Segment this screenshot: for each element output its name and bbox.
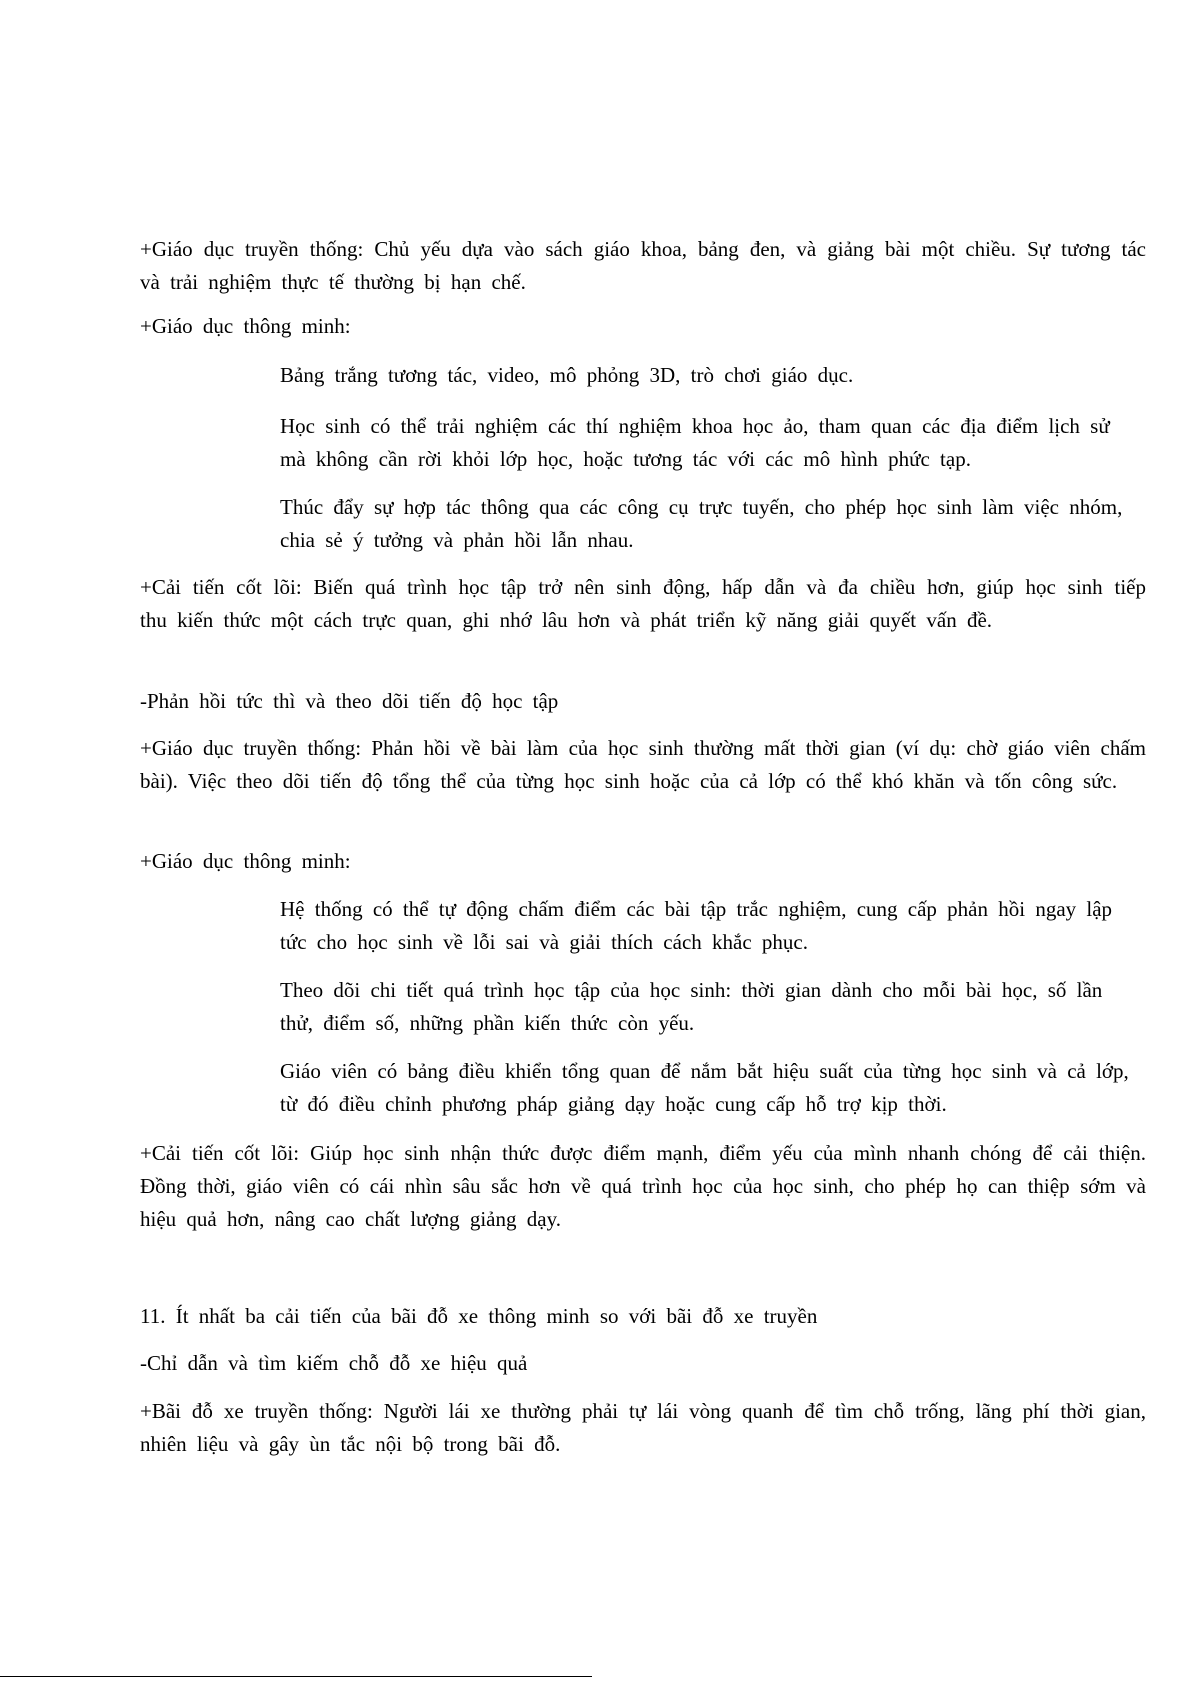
list-item-progress-tracking: Theo dõi chi tiết quá trình học tập của học sinh: thời gian dành cho mỗi bài học, số lần thử, điểm số, những phần kiến thức còn yếu. — [280, 978, 1103, 1035]
section-heading-feedback: -Phản hồi tức thì và theo dõi tiến độ học tập — [140, 689, 559, 713]
list-item-teacher-dashboard: Giáo viên có bảng điều khiển tổng quan để nắm bắt hiệu suất của từng học sinh và cả lớp, từ đó điều chỉnh phương pháp giảng dạy hoặc cung cấp hỗ trợ kịp thời. — [280, 1059, 1129, 1116]
list-item-interactive-tools: Bảng trắng tương tác, video, mô phỏng 3D, trò chơi giáo dục. — [280, 363, 854, 387]
section-heading-parking: 11. Ít nhất ba cải tiến của bãi đỗ xe thông minh so với bãi đỗ xe truyền — [140, 1304, 818, 1328]
footnote-separator-line — [0, 1676, 592, 1677]
paragraph-traditional-parking: +Bãi đỗ xe truyền thống: Người lái xe thường phải tự lái vòng quanh để tìm chỗ trống, lãng phí thời gian, nhiên liệu và gây ùn tắc nội bộ trong bãi đỗ. — [140, 1399, 1146, 1456]
paragraph-core-improvement-2: +Cải tiến cốt lõi: Giúp học sinh nhận thức được điểm mạnh, điểm yếu của mình nhanh chóng để cải thiện. Đồng thời, giáo viên có cái nhìn sâu sắc hơn về quá trình học của học sinh, cho phép họ can thiệp sớm và hiệu quả hơn, nâng cao chất lượng giảng dạy. — [140, 1141, 1146, 1231]
paragraph-core-improvement: +Cải tiến cốt lõi: Biến quá trình học tập trở nên sinh động, hấp dẫn và đa chiều hơn, giúp học sinh tiếp thu kiến thức một cách trực quan, ghi nhớ lâu hơn và phát triển kỹ năng giải quyết vấn đề. — [140, 575, 1146, 632]
paragraph-traditional-feedback: +Giáo dục truyền thống: Phản hồi về bài làm của học sinh thường mất thời gian (ví dụ: chờ giáo viên chấm bài). Việc theo dõi tiến độ tổng thể của từng học sinh hoặc của cả lớp có thể khó khăn và tốn công sức. — [140, 736, 1146, 793]
paragraph-traditional-education: +Giáo dục truyền thống: Chủ yếu dựa vào sách giáo khoa, bảng đen, và giảng bài một chiều. Sự tương tác và trải nghiệm thực tế thường bị hạn chế. — [140, 237, 1146, 294]
paragraph-smart-education-heading: +Giáo dục thông minh: — [140, 314, 351, 338]
subheading-parking-guidance: -Chỉ dẫn và tìm kiếm chỗ đỗ xe hiệu quả — [140, 1351, 528, 1375]
paragraph-smart-education-heading-2: +Giáo dục thông minh: — [140, 849, 351, 873]
list-item-auto-grading: Hệ thống có thể tự động chấm điểm các bài tập trắc nghiệm, cung cấp phản hồi ngay lập tức cho học sinh về lỗi sai và giải thích cách khắc phục. — [280, 897, 1113, 954]
list-item-virtual-experiments: Học sinh có thể trải nghiệm các thí nghiệm khoa học ảo, tham quan các địa điểm lịch sử mà không cần rời khỏi lớp học, hoặc tương tác với các mô hình phức tạp. — [280, 414, 1110, 471]
list-item-collaboration: Thúc đẩy sự hợp tác thông qua các công cụ trực tuyến, cho phép học sinh làm việc nhóm, chia sẻ ý tưởng và phản hồi lẫn nhau. — [280, 495, 1123, 552]
